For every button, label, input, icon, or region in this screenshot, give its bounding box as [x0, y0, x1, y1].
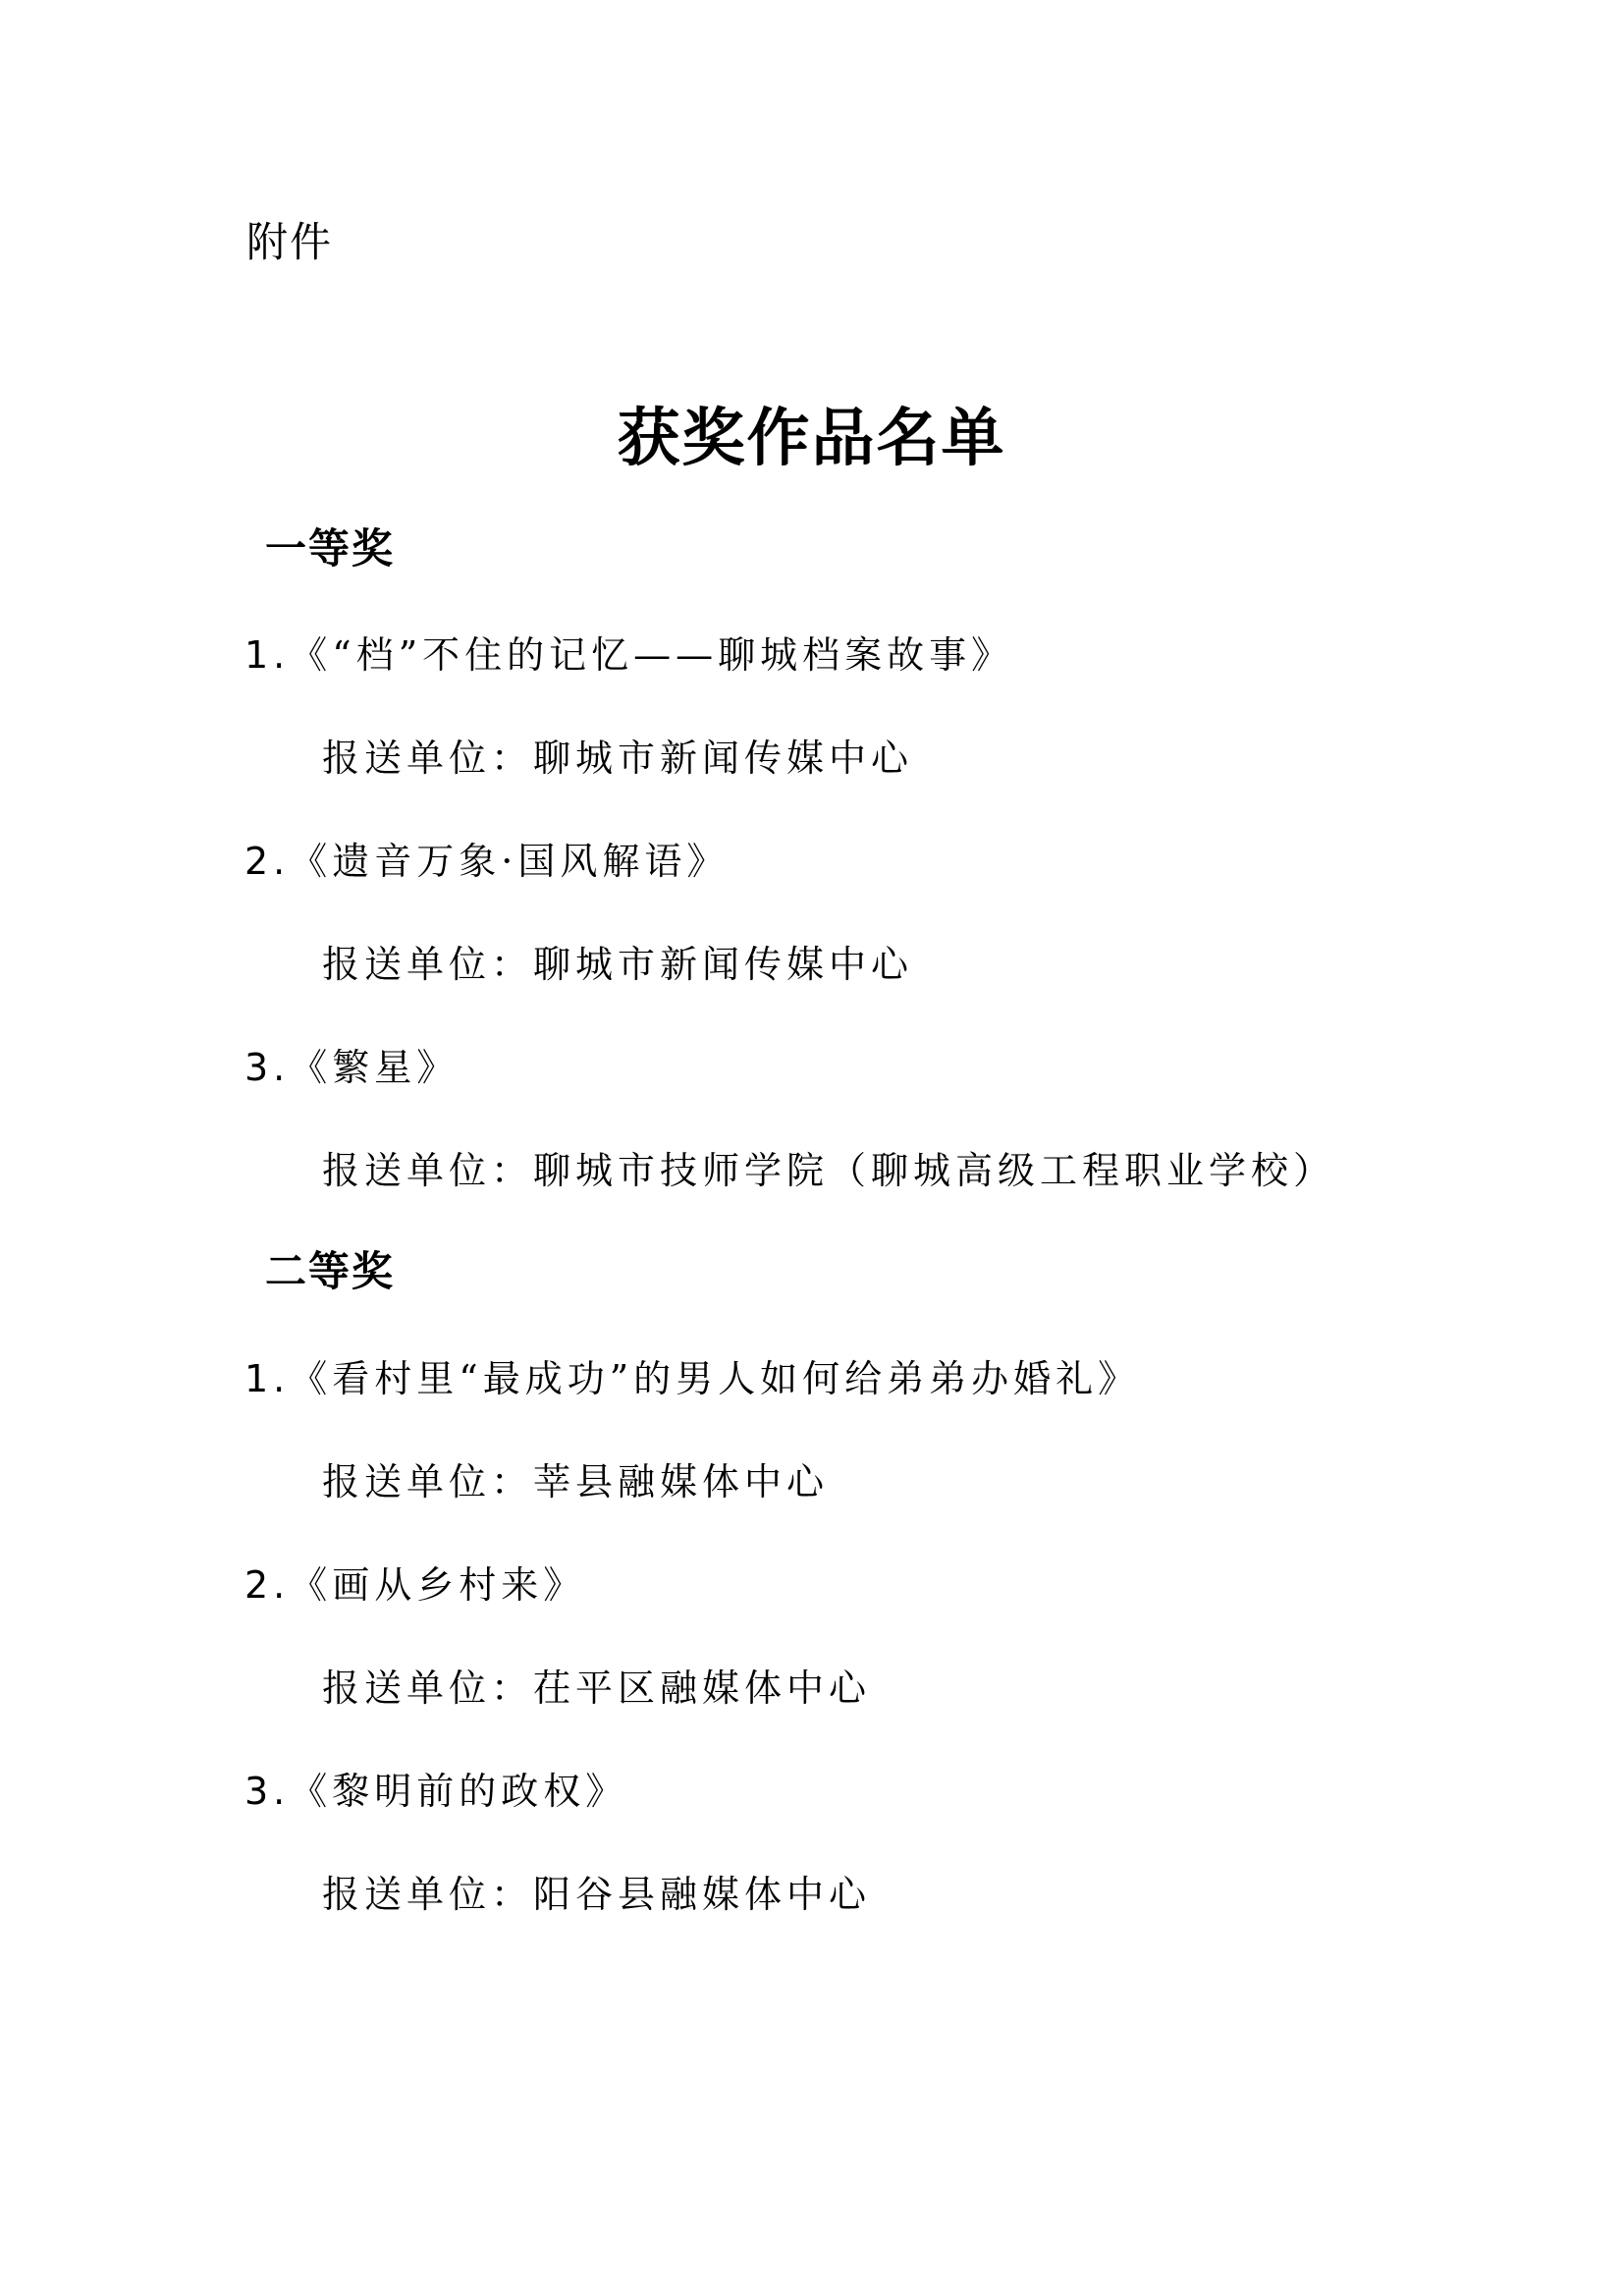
entry-number: 1. — [244, 633, 291, 677]
award-entry-unit: 报送单位：阳谷县融媒体中心 — [322, 1873, 872, 1916]
section-heading-second-prize: 二等奖 — [265, 1247, 396, 1295]
award-entry-unit: 报送单位：聊城市新闻传媒中心 — [322, 943, 914, 986]
document-title: 获奖作品名单 — [617, 402, 1006, 475]
award-entry-unit: 报送单位：莘县融媒体中心 — [322, 1460, 830, 1503]
award-entry-title — [244, 1046, 460, 1089]
entry-number: 2. — [244, 840, 291, 883]
award-entry-unit: 报送单位：聊城市技师学院（聊城高级工程职业学校） — [322, 1149, 1336, 1192]
entry-title-text: 《遗音万象·国风解语》 — [290, 840, 730, 883]
award-entry-title — [244, 633, 1014, 677]
entry-number: 3. — [244, 1770, 291, 1813]
award-entry-unit: 报送单位：聊城市新闻传媒中心 — [322, 737, 914, 780]
entry-number: 1. — [244, 1357, 291, 1400]
entry-title-text: 《繁星》 — [290, 1046, 460, 1089]
entry-number: 2. — [244, 1563, 291, 1607]
entry-title-text: 《画从乡村来》 — [290, 1563, 586, 1607]
entry-title-text: 《“档”不住的记忆——聊城档案故事》 — [290, 633, 1014, 677]
entry-title-text: 《黎明前的政权》 — [290, 1770, 628, 1813]
award-entry-title — [244, 1563, 586, 1607]
award-entry-title — [244, 1357, 1141, 1400]
entry-number: 3. — [244, 1046, 291, 1089]
award-entry-unit: 报送单位：茌平区融媒体中心 — [322, 1667, 872, 1710]
section-heading-first-prize: 一等奖 — [265, 524, 396, 573]
attachment-label: 附件 — [246, 218, 334, 266]
award-entry-title — [244, 1770, 628, 1813]
award-entry-title — [244, 840, 730, 883]
entry-title-text: 《看村里“最成功”的男人如何给弟弟办婚礼》 — [290, 1357, 1141, 1400]
